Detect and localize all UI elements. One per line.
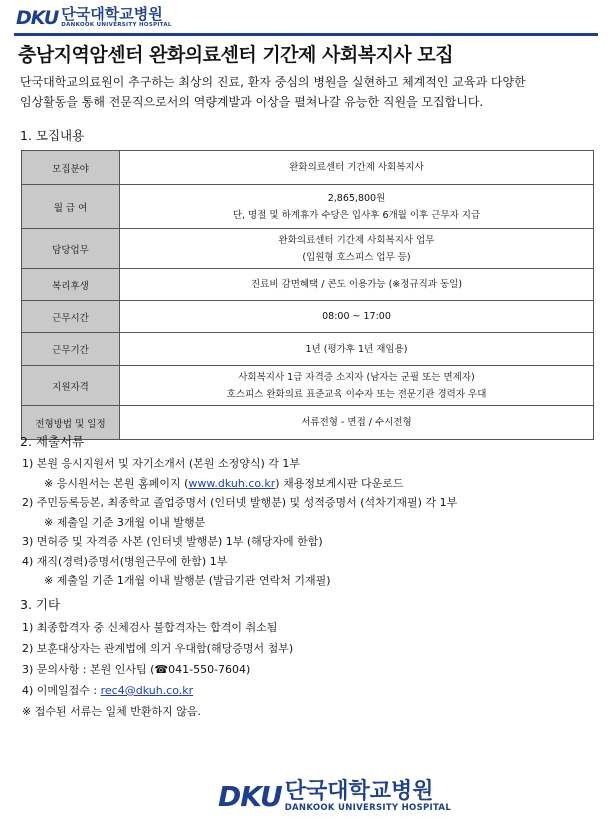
list-item: 2) 주민등록등본, 최종학교 졸업증명서 (인터넷 발행분) 및 성적증명서 (석차기재필) 각 1부	[22, 496, 458, 509]
documents-list	[22, 454, 457, 591]
footer-logo	[218, 780, 451, 813]
value-line: 단, 명절 및 하계휴가 수당은 입사후 6개월 이후 근무자 지급	[232, 209, 481, 221]
note-text: ) 채용정보게시판 다운로드	[275, 476, 404, 490]
list-item: 4) 재직(경력)증명서(병원근무에 한함) 1부	[22, 554, 228, 568]
row-label: 근무기간	[22, 333, 120, 366]
value-line: 서류전형 - 면접 / 수시전형	[301, 417, 412, 428]
email-link[interactable]: rec4@dkuh.co.kr	[100, 684, 194, 697]
logo-english-name: DANKOOK UNIVERSITY HOSPITAL	[61, 22, 172, 28]
list-item: 3) 문의사항 : 본원 인사팀 (☎041-550-7604)	[22, 663, 251, 676]
list-item: 1) 본원 응시지원서 및 자기소개서 (본원 소정양식) 각 1부	[22, 457, 300, 470]
logo-korean-name: 단국대학교병원	[61, 5, 163, 23]
logo-english-name: DANKOOK UNIVERSITY HOSPITAL	[284, 802, 452, 813]
header-divider	[14, 33, 598, 36]
value-line: 08:00 ~ 17:00	[322, 311, 391, 322]
row-value	[120, 366, 594, 406]
section-documents-title: 2. 제출서류	[20, 434, 85, 449]
table-row	[22, 269, 594, 301]
row-label: 모집분야	[22, 151, 120, 185]
note-text: ※ 응시원서는 본원 홈페이지 (	[44, 476, 189, 490]
row-value	[120, 229, 594, 269]
recruitment-table	[21, 150, 594, 440]
row-label: 지원자격	[22, 366, 120, 406]
header-logo	[16, 7, 172, 29]
homepage-link[interactable]: www.dkuh.co.kr	[188, 476, 276, 490]
value-line: 진료비 감면혜택 / 콘도 이용가능 (※정규직과 동일)	[250, 279, 463, 290]
list-item: 2) 보훈대상자는 관계법에 의거 우대함(해당증명서 첨부)	[22, 642, 294, 655]
section-recruitment-title: 1. 모집내용	[20, 128, 85, 143]
row-value	[120, 151, 594, 185]
value-line: 완화의료센터 기간제 사회복지사 업무	[278, 234, 435, 246]
row-label: 근무시간	[22, 301, 120, 333]
value-line: (입원형 호스피스 업무 등)	[302, 251, 411, 263]
intro-line: 임상활동을 통해 전문직으로서의 역량계발과 이상을 펼쳐나갈 유능한 직원을 모집합니다.	[20, 95, 484, 109]
list-note: ※ 접수된 서류는 일체 반환하지 않음.	[22, 705, 201, 718]
section-etc-title: 3. 기타	[20, 597, 61, 612]
list-note	[22, 474, 457, 494]
item-text: 4) 이메일접수 :	[22, 684, 101, 697]
logo-korean-name: 단국대학교병원	[284, 778, 434, 804]
list-note: ※ 제출일 기준 1개월 이내 발행분 (발급기관 연락처 기재필)	[44, 574, 331, 587]
row-label: 복리후생	[22, 269, 120, 301]
value-line: 1년 (평가후 1년 재임용)	[305, 343, 408, 355]
value-line: 호스피스 완화의료 표준교육 이수자 또는 전문기관 경력자 우대	[226, 388, 487, 400]
row-label: 담당업무	[22, 229, 120, 269]
row-value	[120, 185, 594, 229]
logo-mark: DKU	[16, 7, 59, 29]
list-item	[22, 680, 293, 701]
table-row	[22, 185, 594, 229]
intro-paragraph	[20, 72, 600, 112]
page-title: 충남지역암센터 완화의료센터 기간제 사회복지사 모집	[18, 44, 454, 66]
row-label: 전형방법 및 일정	[22, 406, 120, 440]
etc-list	[22, 617, 293, 722]
list-item: 3) 면허증 및 자격증 사본 (인터넷 발행분) 1부 (해당자에 한함)	[22, 535, 323, 548]
logo-mark: DKU	[218, 780, 282, 813]
row-value	[120, 333, 594, 366]
row-value	[120, 301, 594, 333]
table-row	[22, 366, 594, 406]
list-note: ※ 제출일 기준 3개월 이내 발행분	[44, 515, 206, 529]
table-row	[22, 301, 594, 333]
table-row	[22, 151, 594, 185]
table-row	[22, 229, 594, 269]
intro-line: 단국대학교의료원이 추구하는 최상의 진료, 환자 중심의 병원을 실현하고 체계적인 교육과 다양한	[20, 75, 526, 89]
value-line: 2,865,800원	[327, 192, 386, 204]
row-value	[120, 269, 594, 301]
row-label: 월 급 여	[22, 185, 120, 229]
row-value	[120, 406, 594, 440]
list-item: 1) 최종합격자 중 신체검사 불합격자는 합격이 취소됨	[22, 621, 278, 634]
value-line: 완화의료센터 기간제 사회복지사	[289, 162, 424, 173]
table-row	[22, 333, 594, 366]
table-row	[22, 406, 594, 440]
value-line: 사회복지사 1급 자격증 소지자 (남자는 군필 또는 면제자)	[238, 371, 475, 383]
